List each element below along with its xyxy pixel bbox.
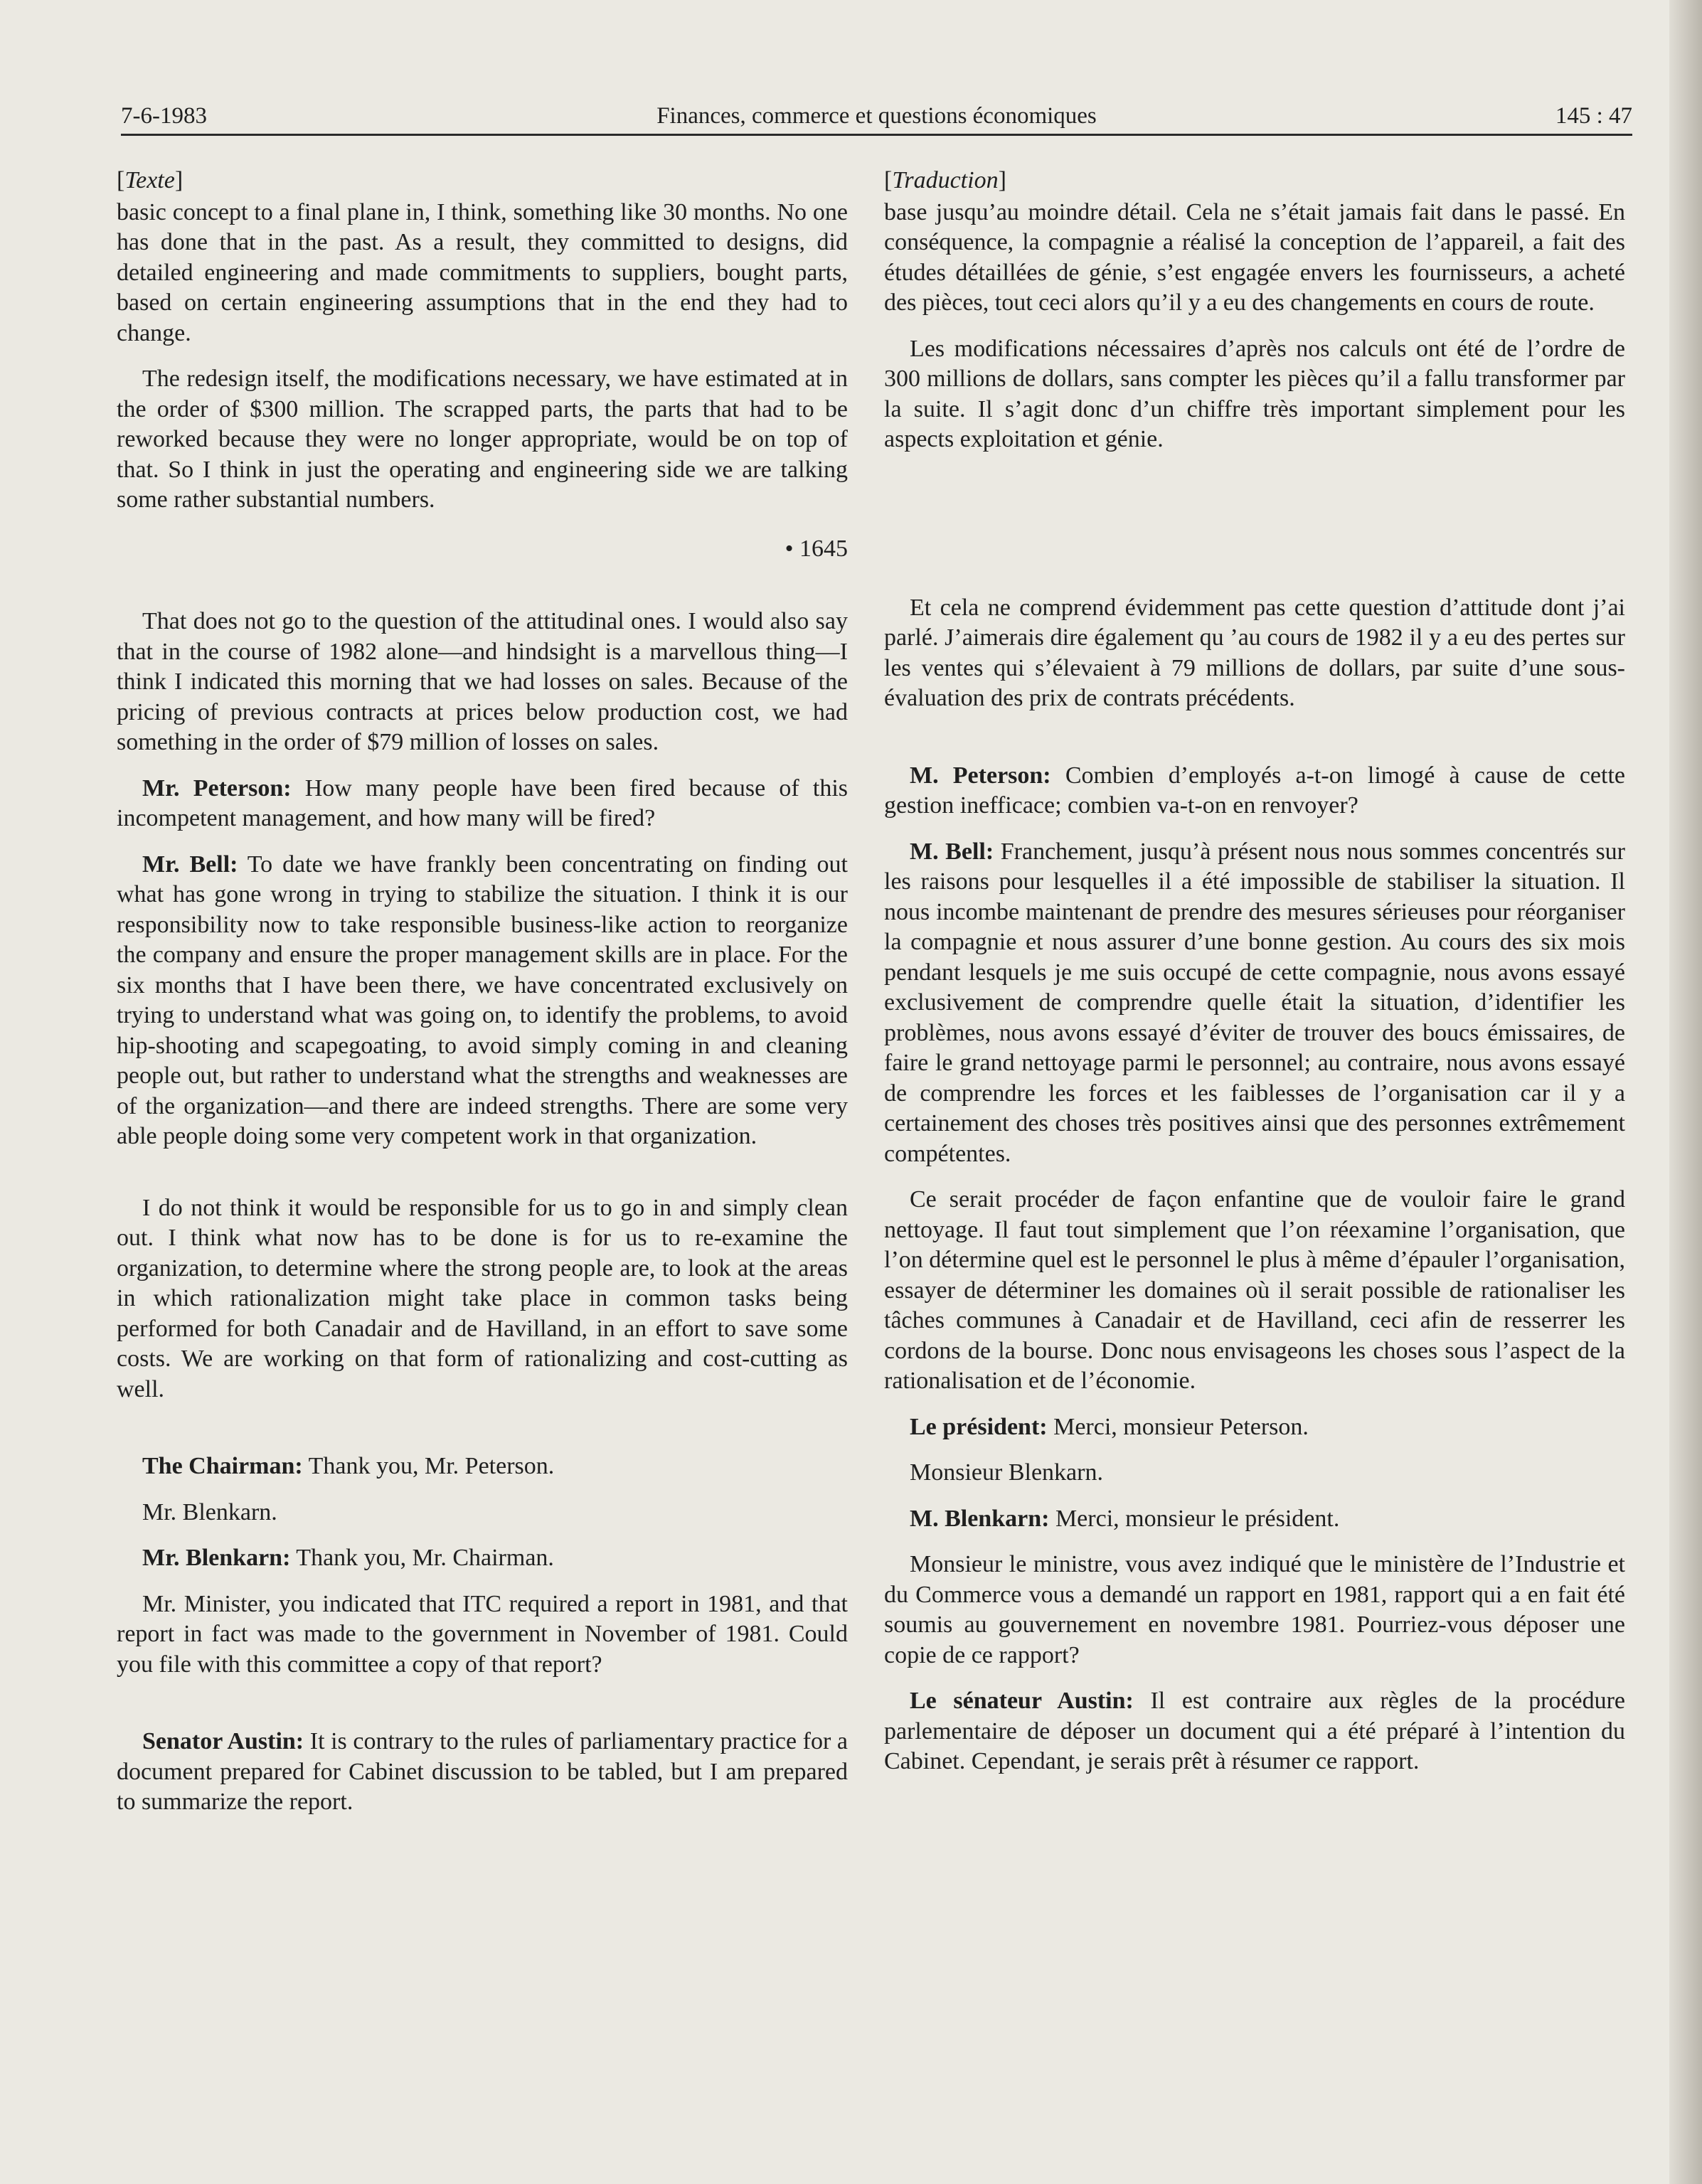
french-section-label: [Traduction]	[884, 167, 1006, 193]
speaker-name: Mr. Peterson:	[142, 774, 292, 801]
french-paragraph: Monsieur le ministre, vous avez indiqué que le ministère de l’Industrie et du Commerce vous a demandé un rapport en 1981, rapport qui a en fait été soumis au gouvernement en novembre 1981. Pourriez-vous déposer une copie de ce rapport?	[884, 1551, 1625, 1668]
header-date: 7-6-1983	[121, 103, 207, 129]
english-paragraph: That does not go to the question of the attitudinal ones. I would also say that in the course of 1982 alone—and hindsight is a marvellous thing—I think I indicated this morning that we had losses on sales. Because of the pricing of previous contracts at prices below production cost, we had something in the order of $79 million of losses on sales.	[117, 608, 848, 755]
speaker-name: Mr. Blenkarn:	[142, 1545, 291, 1571]
speaker-name: M. Blenkarn:	[910, 1505, 1050, 1532]
french-paragraph: Ce serait procéder de façon enfantine que de vouloir faire le grand nettoyage. Il faut tout simplement que l’on réexamine l’organisation, que l’on détermine quel est le personnel le plus à même d’épauler l’organisation, essayer de déterminer les domaines où il serait possible de rationaliser les tâches communes à Canadair et de Havilland, ceci afin de resserrer les cordons de la bourse. Donc nous envisageons les choses sous l’aspect de la rationalisation et de l’économie.	[884, 1186, 1625, 1394]
header-page-number: 145 : 47	[1555, 103, 1632, 129]
header-title: Finances, commerce et questions économiques	[656, 103, 1097, 129]
speaker-name: M. Peterson:	[910, 762, 1051, 789]
english-paragraph: The Chairman: Thank you, Mr. Peterson.	[142, 1453, 555, 1479]
english-paragraph: Mr. Peterson: How many people have been fired because of this incompetent management, and how many will be fired?	[117, 774, 848, 831]
french-paragraph: Le sénateur Austin: Il est contraire aux règles de la procédure parlementaire de déposer un document qui a été préparé à l’intention du Cabinet. Cependant, je serais prêt à résumer ce rapport.	[884, 1688, 1625, 1774]
english-paragraph: Mr. Minister, you indicated that ITC required a report in 1981, and that report in fact was made to the government in November of 1981. Could you file with this committee a copy of that report?	[117, 1590, 848, 1678]
french-paragraph: base jusqu’au moindre détail. Cela ne s’était jamais fait dans le passé. En conséquence, la compagnie a réalisé la conception de l’appareil, a fait des études détaillées de génie, s’est engagée envers les fournisseurs, a acheté des pièces, tout ceci alors qu’il y a eu des changements en cours de route.	[884, 198, 1625, 316]
french-paragraph: Monsieur Blenkarn.	[910, 1459, 1103, 1486]
speaker-name: Mr. Bell:	[142, 851, 238, 878]
english-section-label: [Texte]	[117, 167, 184, 193]
speaker-name: Le président:	[910, 1413, 1048, 1440]
english-paragraph: Mr. Blenkarn: Thank you, Mr. Chairman.	[142, 1545, 554, 1571]
french-paragraph: Et cela ne comprend évidemment pas cette question d’attitude dont j’ai parlé. J’aimerais dire également qu ’au cours de 1982 il y a eu des pertes sur les ventes qui s’élevaient à 79 millions de dollars, par suite d’une sous-évaluation des prix de contrats précédents.	[884, 594, 1625, 711]
french-paragraph: Le président: Merci, monsieur Peterson.	[910, 1413, 1309, 1440]
english-paragraph: basic concept to a final plane in, I think, something like 30 months. No one has done that in the past. As a result, they committed to designs, did detailed engineering and made commitments to suppliers, bought parts, based on certain engineering assumptions that in the end they had to change.	[117, 198, 848, 346]
speaker-name: Le sénateur Austin:	[910, 1688, 1134, 1714]
english-paragraph: Mr. Blenkarn.	[142, 1498, 277, 1525]
speaker-name: The Chairman:	[142, 1453, 303, 1479]
french-paragraph: M. Peterson: Combien d’employés a-t-on limogé à cause de cette gestion inefficace; combien va-t-on en renvoyer?	[884, 762, 1625, 819]
speaker-name: M. Bell:	[910, 838, 994, 865]
speaker-name: Senator Austin:	[142, 1728, 304, 1754]
english-paragraph: Senator Austin: It is contrary to the rules of parliamentary practice for a document prepared for Cabinet discussion to be tabled, but I am prepared to summarize the report.	[117, 1728, 848, 1815]
english-paragraph: The redesign itself, the modifications necessary, we have estimated at in the order of $300 million. The scrapped parts, the parts that had to be reworked because they were no longer appropriate, would be on top of that. So I think in just the operating and engineering side we are talking some rather substantial numbers.	[117, 366, 848, 513]
french-paragraph: M. Bell: Franchement, jusqu’à présent nous nous sommes concentrés sur les raisons pour lesquelles il a été impossible de stabiliser la situation. Il nous incombe maintenant de prendre des mesures sérieuses pour réorganiser la compagnie et nous assurer d’une bonne gestion. Au cours des six mois pendant lesquels je me suis occupé de cette compagnie, nous avons essayé exclusivement de comprendre quelle était la situation, d’identifier les problèmes, nous avons essayé d’éviter de trouver des boucs émissaires, de faire le grand nettoyage parmi le personnel; au contraire, nous avons essayé de comprendre les forces et les faiblesses de l’organisation car il y a certainement des choses très positives ainsi que des personnes extrêmement compétentes.	[884, 838, 1625, 1167]
page-header	[121, 98, 1632, 136]
french-column	[884, 166, 1625, 1793]
french-paragraph: M. Blenkarn: Merci, monsieur le président.	[910, 1505, 1340, 1532]
french-paragraph: Les modifications nécessaires d’après nos calculs ont été de l’ordre de 300 millions de dollars, sans compter les pièces qu’il a fallu transformer par la suite. Il s’agit donc d’un chiffre très important simplement pour les aspects exploitation et génie.	[884, 335, 1625, 452]
english-paragraph: I do not think it would be responsible for us to go in and simply clean out. I think what now has to be done is for us to re-examine the organization, to determine where the strong people are, to look at the areas in which rationalization might take place in common tasks being performed for both Canadair and de Havilland, in an effort to save some costs. We are working on that form of rationalizing and cost-cutting as well.	[117, 1194, 848, 1402]
time-marker: • 1645	[784, 535, 848, 562]
english-column	[117, 166, 848, 1833]
english-paragraph: Mr. Bell: To date we have frankly been concentrating on finding out what has gone wrong in trying to stabilize the situation. I think it is our responsibility now to take responsible business-like action to reorganize the company and ensure the proper management skills are in place. For the six months that I have been there, we have concentrated exclusively on trying to understand what was going on, to identify the problems, to avoid hip-shooting and scapegoating, to avoid simply coming in and cleaning people out, but rather to understand what the strengths and weaknesses are of the organization—and there are indeed strengths. There are some very able people doing some very competent work in that organization.	[117, 851, 848, 1149]
page-binding-shadow	[1669, 0, 1702, 2184]
